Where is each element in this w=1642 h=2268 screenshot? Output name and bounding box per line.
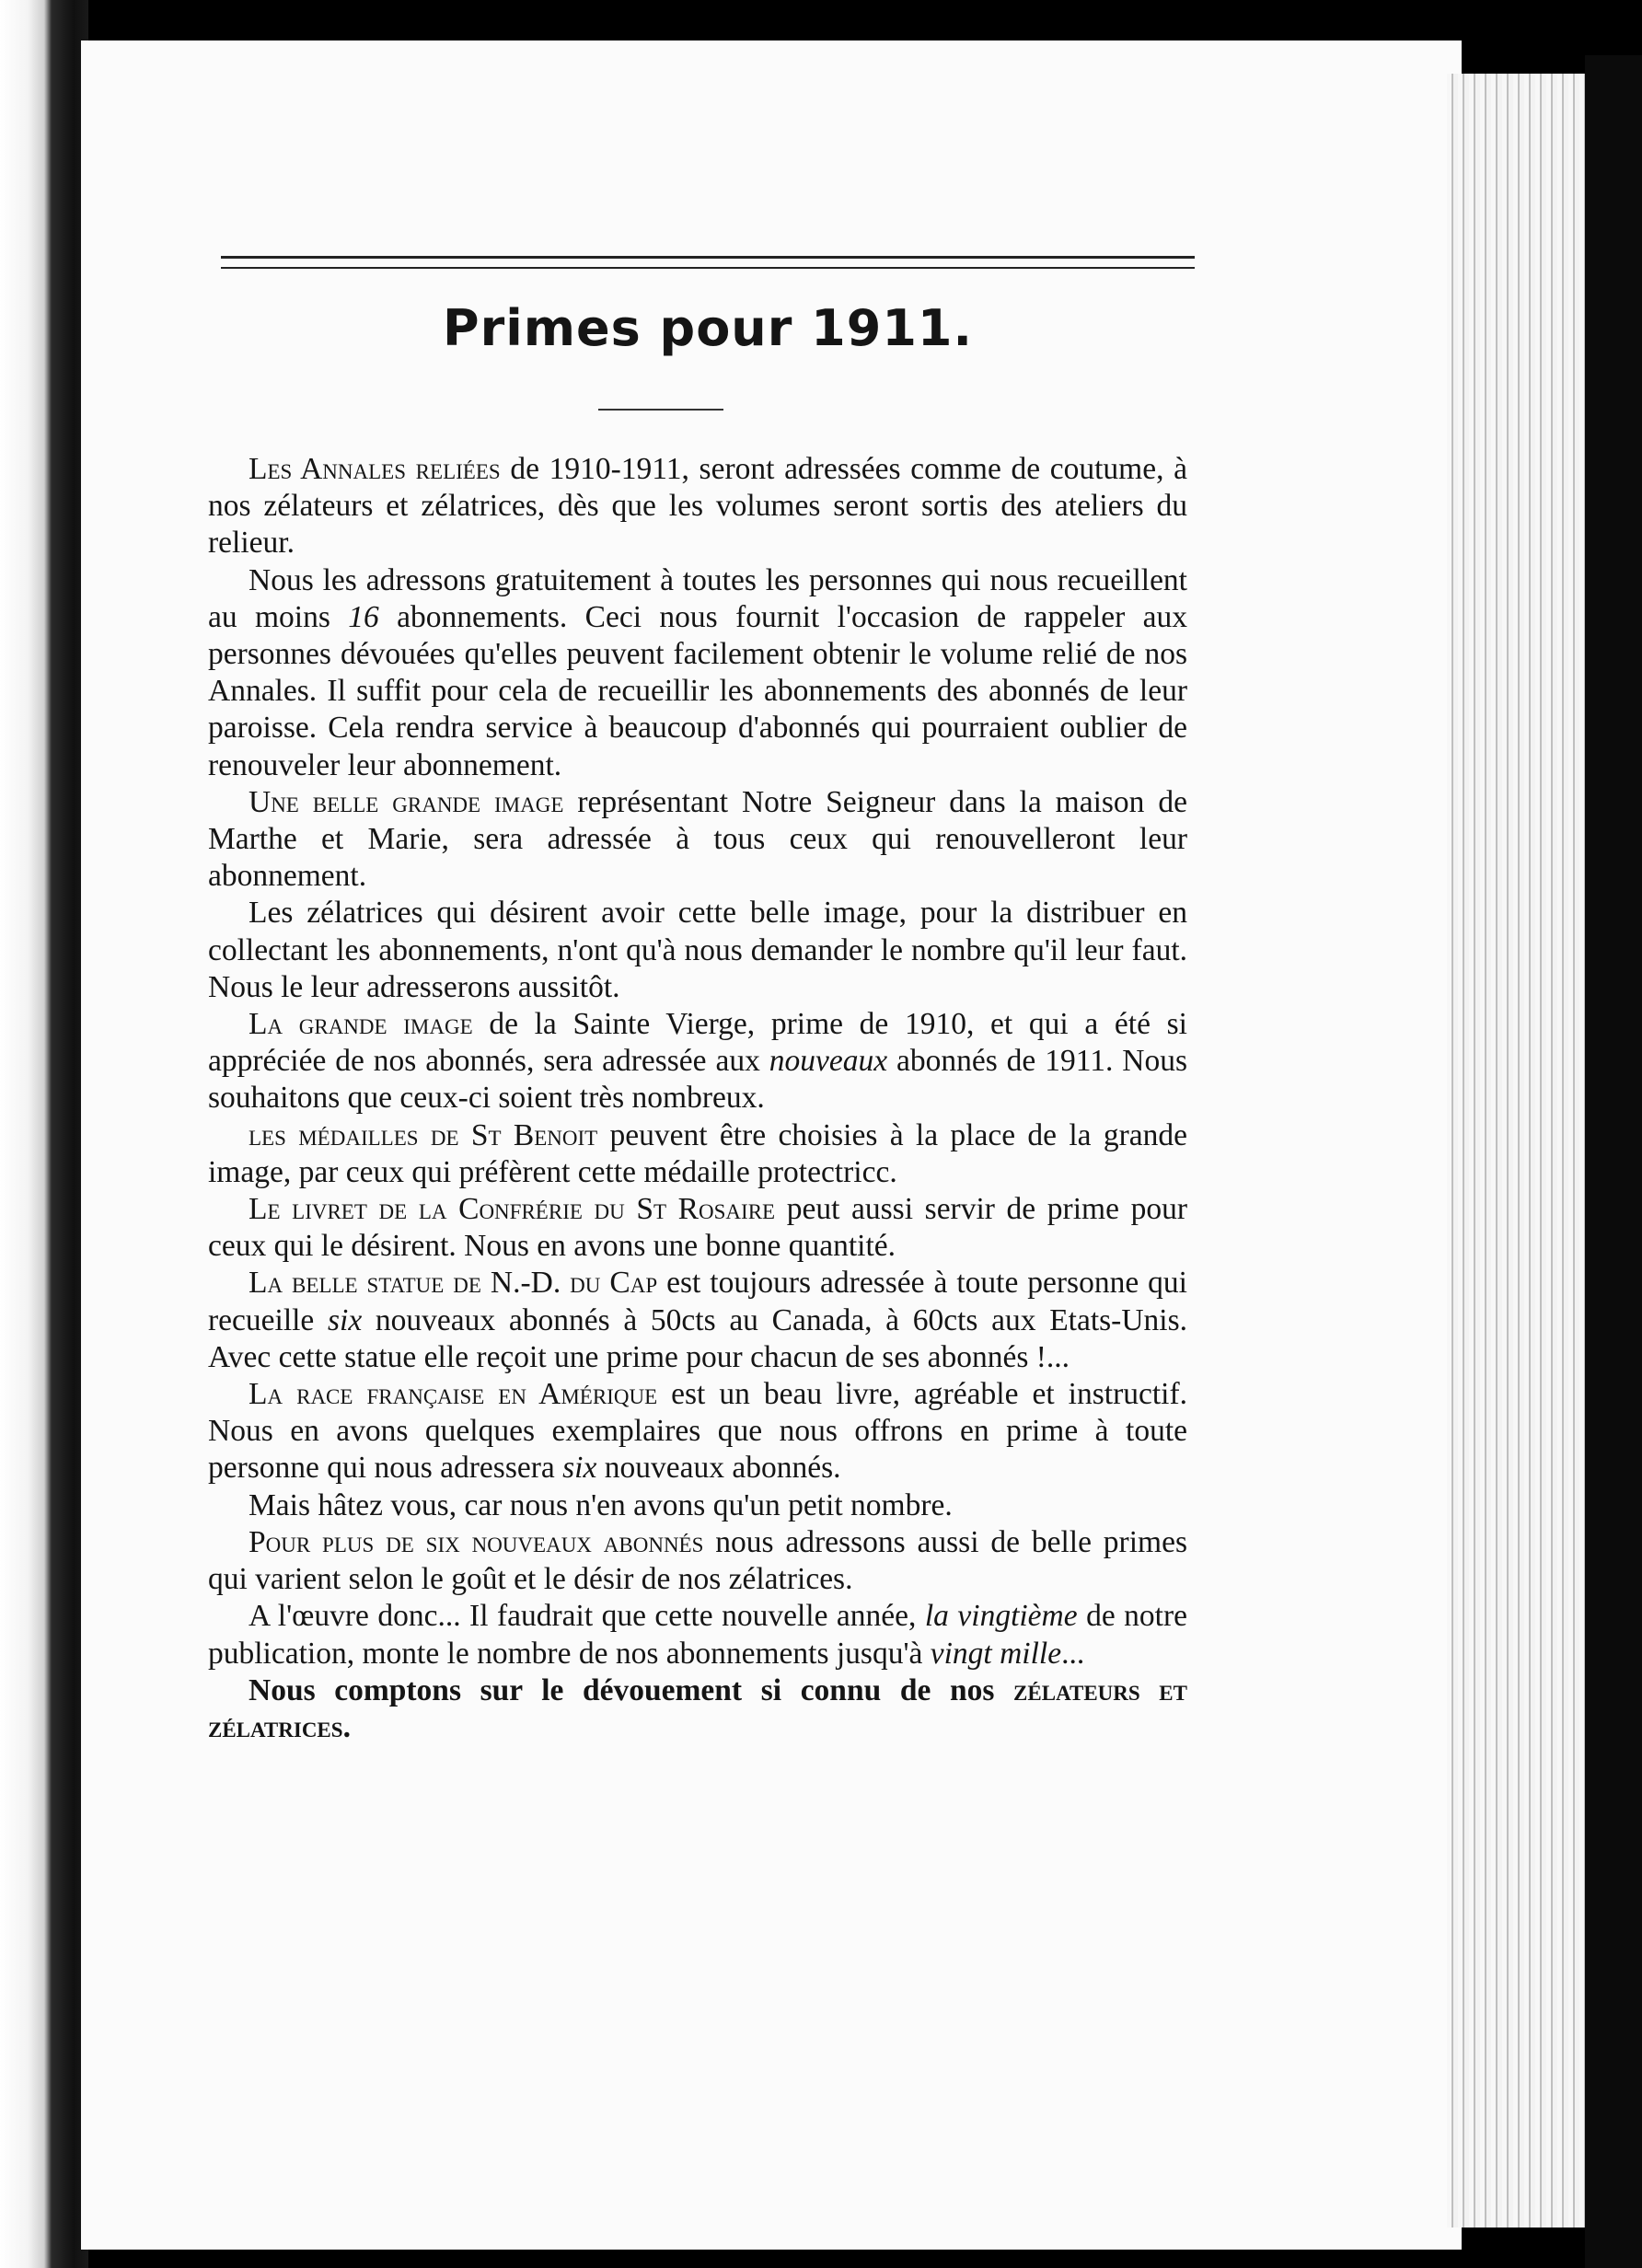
header-rule-top [221,256,1195,259]
closing-small-caps: zélateurs et zélatrices. [208,1672,1187,1744]
paragraph-text: de notre publication, monte le nombre de nos abonnements jusqu'à [208,1599,1188,1671]
emphasis-text: la vingtième [924,1599,1078,1634]
article-body [208,451,1187,1746]
emphasis-text: vingt mille [930,1636,1062,1671]
paragraph-text: est un beau livre, agréable et instructif. Nous en avons quelques exemplaires que nous offrons en prime à toute personne qui nous adressera [208,1377,1187,1486]
paragraph-belle-image [208,784,1187,896]
left-binding [0,0,88,2268]
paragraph-text: A l'œuvre donc... Il faudrait que cette nouvelle année, [249,1599,925,1634]
lead-in-small-caps: les médailles de St Benoit [249,1117,598,1152]
paragraph-text: Mais hâtez vous, car nous n'en avons qu'un petit nombre. [249,1487,953,1522]
emphasis-text: 16 [348,599,379,634]
paragraph-oeuvre [208,1598,1187,1672]
emphasis-text: nouveaux [769,1044,888,1079]
paragraph-text: nouveaux abonnés à 50cts au Canada, à 60cts aux Etats-Unis. Avec cette statue elle reçoit une prime pour chacun de ses abonnés !... [208,1302,1188,1374]
paragraph-text: peuvent être choisies à la place de la grande image, par ceux qui préfèrent cette médaille protectricc. [208,1117,1187,1189]
lead-in-small-caps: La belle statue de N.-D. du Cap [249,1266,658,1301]
paragraph-text: de la Sainte Vierge, prime de 1910, et qui a été si appréciée de nos abonnés, sera adressée aux [208,1007,1187,1079]
lead-in-small-caps: Le livret de la Confrérie du St Rosaire [249,1192,776,1227]
paragraph-zelatrices [208,895,1187,1006]
paragraph-text: représentant Notre Seigneur dans la maison de Marthe et Marie, sera adressée à tous ceux qui renouvelleront leur abonnement. [208,784,1187,894]
paragraph-text: Nous comptons sur le dévouement si connu de nos [249,1672,1014,1707]
lead-in-small-caps: Une belle grande image [249,784,564,819]
paragraph-text: est toujours adressée à toute personne qui recueille [208,1266,1187,1337]
paragraph-text: de 1910-1911, seront adressées comme de coutume, à nos zélateurs et zélatrices, dès que les volumes seront sortis des ateliers du relieur. [208,452,1187,561]
paragraph-statue [208,1265,1187,1376]
lead-in-small-caps: Les Annales reliées [249,452,501,486]
paragraph-grande-image [208,1006,1187,1117]
paragraph-plus-de-six [208,1524,1187,1598]
paragraph-text: Les zélatrices qui désirent avoir cette belle image, pour la distribuer en collectant les abonnements, n'ont qu'à nous demander le nombre qu'il leur faut. Nous le leur adresserons aussitôt. [208,896,1187,1004]
paragraph-text: Nous les adressons gratuitement à toutes les personnes qui nous recueillent au moins [208,562,1187,634]
page-edges [1447,74,1585,2228]
lead-in-small-caps: La grande image [249,1007,473,1042]
paragraph-text: nouveaux abonnés. [596,1451,841,1486]
book-cover-edge [1585,55,1642,2268]
emphasis-text: six [328,1302,363,1337]
lead-in-small-caps: La race française en Amérique [249,1377,658,1412]
page-title: Primes pour 1911. [443,299,973,357]
lead-in-small-caps: Pour plus de six nouveaux abonnés [249,1524,704,1559]
header-rule-bottom [221,267,1195,269]
paragraph-annales [208,451,1187,562]
paragraph-livret [208,1191,1187,1265]
paragraph-hatez-vous [208,1487,1187,1524]
paragraph-gratuitement [208,562,1187,784]
title-divider [598,409,723,411]
paragraph-text: abonnements. Ceci nous fournit l'occasion de rappeler aux personnes dévouées qu'elles peuvent facilement obtenir le volume relié de nos Annales. Il suffit pour cela de recueillir les abonnements des abonnés de leur paroisse. Cela rendra service à beaucoup d'abonnés qui pourraient oublier de renouveler leur abonnement. [208,599,1187,782]
paragraph-devouement [208,1672,1187,1746]
paragraph-text: nous adressons aussi de belle primes qui varient selon le goût et le désir de nos zélatrices. [208,1524,1187,1597]
paragraph-text: ... [1061,1636,1085,1671]
paragraph-text: peut aussi servir de prime pour ceux qui le désirent. Nous en avons une bonne quantité. [208,1192,1187,1264]
paragraph-medailles [208,1117,1187,1191]
emphasis-text: six [562,1451,597,1486]
paragraph-text: abonnés de 1911. Nous souhaitons que ceux-ci soient très nombreux. [208,1044,1187,1116]
paragraph-race-francaise [208,1376,1187,1487]
